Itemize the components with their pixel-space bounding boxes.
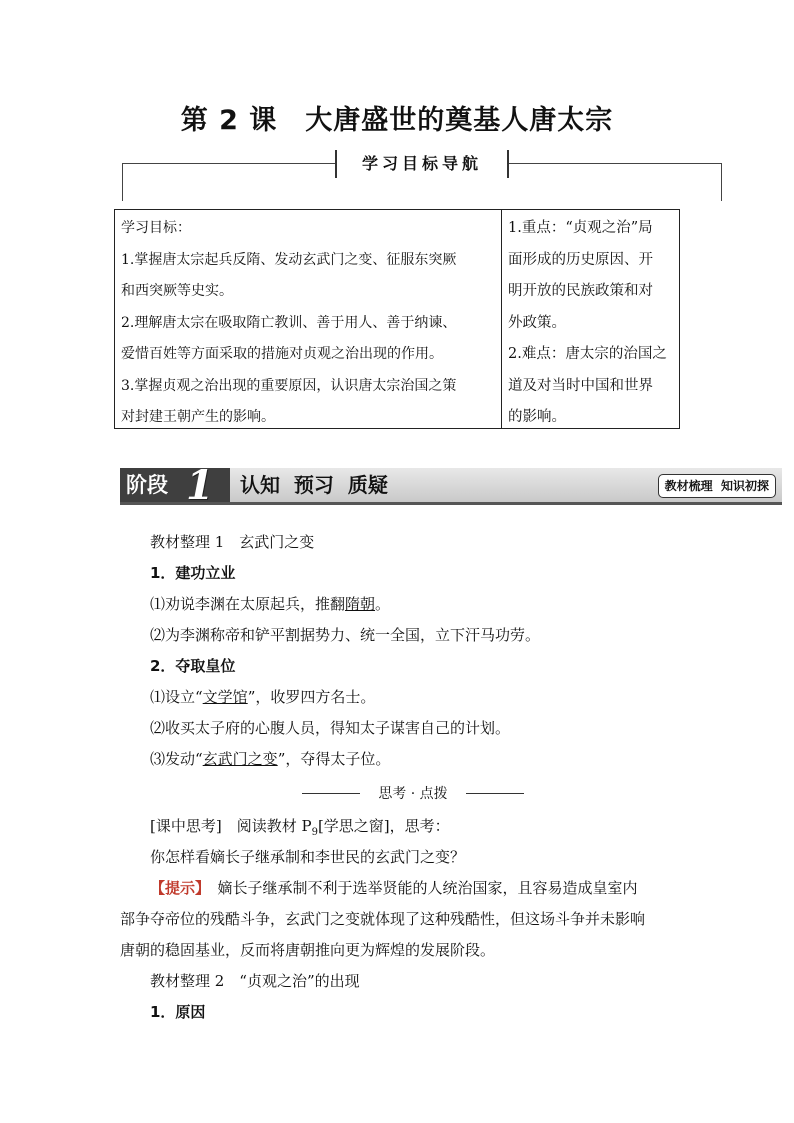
objective-line: 对封建王朝产生的影响。 xyxy=(121,409,275,425)
objectives-right-cell xyxy=(502,210,679,428)
divider-label: 思考 · 点拨 xyxy=(378,786,448,802)
objective-line: 3.掌握贞观之治出现的重要原因，认识唐太宗治国之策 xyxy=(121,377,457,394)
banner-tag: 教材梳理 知识初探 xyxy=(658,474,776,498)
list-item: ⑴劝说李渊在太原起兵，推翻隋朝。 xyxy=(150,595,391,613)
keypoint-line: 2.难点：唐太宗的治国之 xyxy=(508,346,667,362)
keypoint-line: 明开放的民族政策和对 xyxy=(508,283,653,299)
think-lead: [课中思考] 阅读教材 $P_9$[学思之窗]，思考： xyxy=(150,817,450,838)
section-heading: 教材整理 2 “贞观之治”的出现 xyxy=(150,972,360,990)
banner-title: 认知 预习 质疑 xyxy=(240,473,388,497)
hint-label: 【提示】 xyxy=(150,879,203,897)
think-question: 你怎样看嫡长子继承制和李世民的玄武门之变？ xyxy=(150,848,466,866)
underlined-answer: 文学馆 xyxy=(202,688,248,706)
objective-line: 爱惜百姓等方面采取的措施对贞观之治出现的作用。 xyxy=(121,346,443,362)
banner-stage-label: 阶段 xyxy=(120,468,230,502)
keypoint-line: 外政策。 xyxy=(508,314,566,331)
hint-line: 唐朝的稳固基业，反而将唐朝推向更为辉煌的发展阶段。 xyxy=(120,941,496,959)
objective-line: 学习目标： xyxy=(121,220,191,236)
subheading: 2．夺取皇位 xyxy=(150,657,236,675)
subheading: 1．原因 xyxy=(150,1003,206,1021)
list-item: ⑴设立“文学馆”，收罗四方名士。 xyxy=(150,688,376,706)
objectives-left-cell xyxy=(115,210,502,428)
think-divider xyxy=(302,783,524,805)
keypoint-line: 1.重点：“贞观之治”局 xyxy=(508,220,653,236)
hint-line: 【提示】 嫡长子继承制不利于选举贤能的人统治国家，且容易造成皇室内 xyxy=(150,879,638,897)
underlined-answer: 隋朝 xyxy=(345,595,376,613)
subheading: 1．建功立业 xyxy=(150,564,236,582)
objectives-table xyxy=(114,209,680,429)
banner-stage-number: 1 xyxy=(186,462,214,509)
list-item: ⑵为李渊称帝和铲平割据势力、统一全国，立下汗马功劳。 xyxy=(150,626,541,644)
stage-banner xyxy=(120,462,782,509)
objective-line: 和西突厥等史实。 xyxy=(121,283,233,299)
nav-label: 学习目标导航 xyxy=(335,150,509,178)
underlined-answer: 玄武门之变 xyxy=(202,750,278,768)
objective-line: 2.理解唐太宗在吸取隋亡教训、善于用人、善于纳谏、 xyxy=(121,314,457,331)
section-heading: 教材整理 1 玄武门之变 xyxy=(150,533,315,551)
objective-line: 1.掌握唐太宗起兵反隋、发动玄武门之变、征服东突厥 xyxy=(121,251,457,268)
keypoint-line: 面形成的历史原因、开 xyxy=(508,251,653,268)
keypoint-line: 的影响。 xyxy=(508,409,566,425)
list-item: ⑵收买太子府的心腹人员，得知太子谋害自己的计划。 xyxy=(150,719,511,737)
hint-line: 部争夺帝位的残酷斗争，玄武门之变就体现了这种残酷性，但这场斗争并未影响 xyxy=(120,910,646,928)
keypoint-line: 道及对当时中国和世界 xyxy=(508,377,653,394)
list-item: ⑶发动“玄武门之变”，夺得太子位。 xyxy=(150,750,391,768)
page-title: 第 2 课 大唐盛世的奠基人唐太宗 xyxy=(180,105,614,136)
